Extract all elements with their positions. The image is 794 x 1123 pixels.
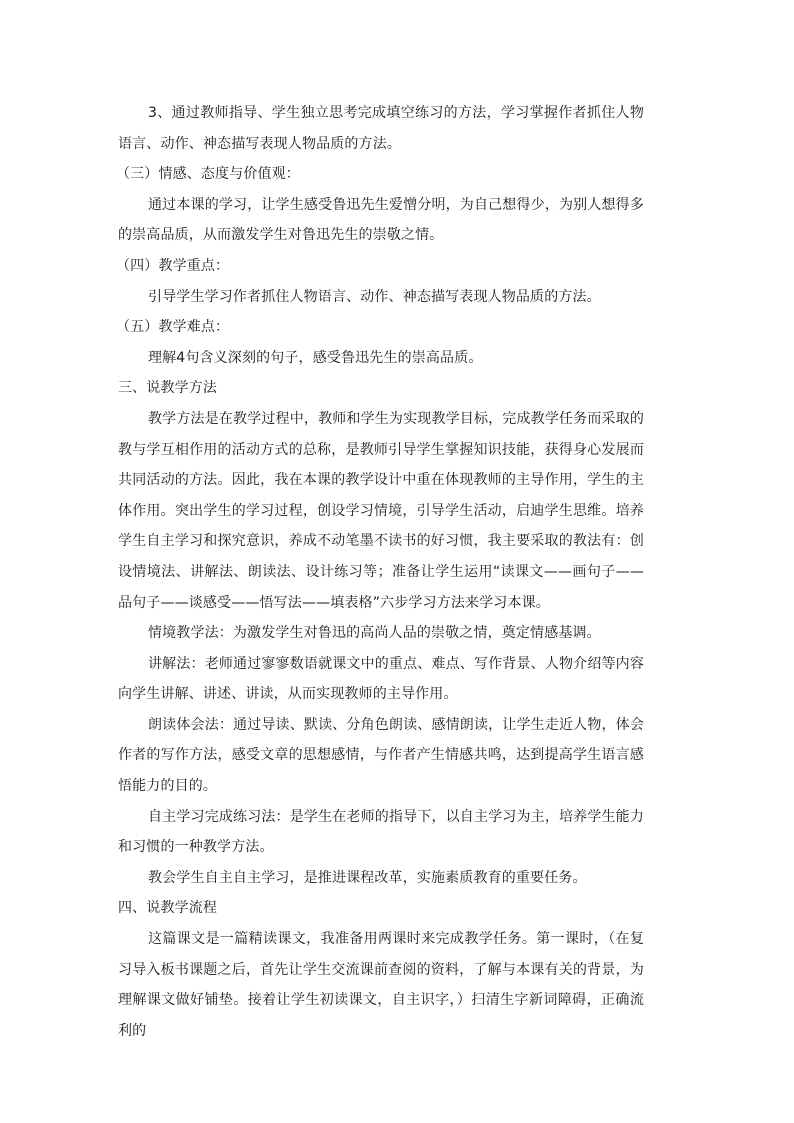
subheading-difficulties: （五）教学难点： [116,319,230,336]
paragraph-reading-method: 朗读体会法：通过导读、默读、分角色朗读、感情朗读，让学生走近人物，体会作者的写作方法，感受文章的思想感情，与作者产生情感共鸣，达到提高学生语言感悟能力的目的。 [118,716,644,795]
subheading-emotion-attitude: （三）情感、态度与价值观： [116,166,300,183]
paragraph-key-points: 引导学生学习作者抓住人物语言、动作、神态描写表现人物品质的方法。 [148,288,601,305]
paragraph-explanation-method: 讲解法：老师通过寥寥数语就课文中的重点、难点、写作背景、人物介绍等内容向学生讲解、讲述、讲读，从而实现教师的主导作用。 [118,655,644,703]
subheading-key-points: （四）教学重点： [116,257,230,274]
paragraph-process-first-lesson: 这篇课文是一篇精读课文，我准备用两课时来完成教学任务。第一课时，（在复习导入板书课题之后，首先让学生交流课前查阅的资料，了解与本课有关的背景，为理解课文做好铺垫。接着让学生初读课文，自主识字，）扫清生字新词障碍，正确流利的 [118,931,644,1039]
paragraph-methods-overview: 教学方法是在教学过程中，教师和学生为实现教学目标，完成教学任务而采取的教与学互相作用的活动方式的总称，是教师引导学生掌握知识技能，获得身心发展而共同活动的方法。因此，我在本课的教学设计中重在体现教师的主导作用，学生的主体作用。突出学生的学习过程，创设学习情境，引导学生活动，启迪学生思维。培养学生自主学习和探究意识，养成不动笔墨不读书的好习惯，我主要采取的教法有：创设情境法、讲解法、朗读法、设计练习等；准备让学生运用“读课文——画句子——品句子——谈感受——悟写法——填表格”六步学习方法来学习本课。 [118,410,644,611]
paragraph-self-study-importance: 教会学生自主自主学习，是推进课程改革，实施素质教育的重要任务。 [148,869,587,886]
heading-teaching-process: 四、说教学流程 [118,900,218,917]
paragraph-difficulties: 理解4句含义深刻的句子，感受鲁迅先生的崇高品质。 [148,349,483,366]
document-page [118,98,644,1046]
heading-teaching-methods: 三、说教学方法 [118,380,218,397]
paragraph-emotion-goal: 通过本课的学习，让学生感受鲁迅先生爱憎分明，为自己想得少，为别人想得多的崇高品质，从而激发学生对鲁迅先生的崇敬之情。 [118,196,644,244]
paragraph-objective-3: 3、通过教师指导、学生独立思考完成填空练习的方法，学习掌握作者抓住人物语言、动作、神态描写表现人物品质的方法。 [118,105,644,152]
paragraph-self-study-method: 自主学习完成练习法：是学生在老师的指导下，以自主学习为主，培养学生能力和习惯的一种教学方法。 [118,808,644,856]
paragraph-situational-method: 情境教学法：为激发学生对鲁迅的高尚人品的崇敬之情，奠定情感基调。 [148,625,601,642]
